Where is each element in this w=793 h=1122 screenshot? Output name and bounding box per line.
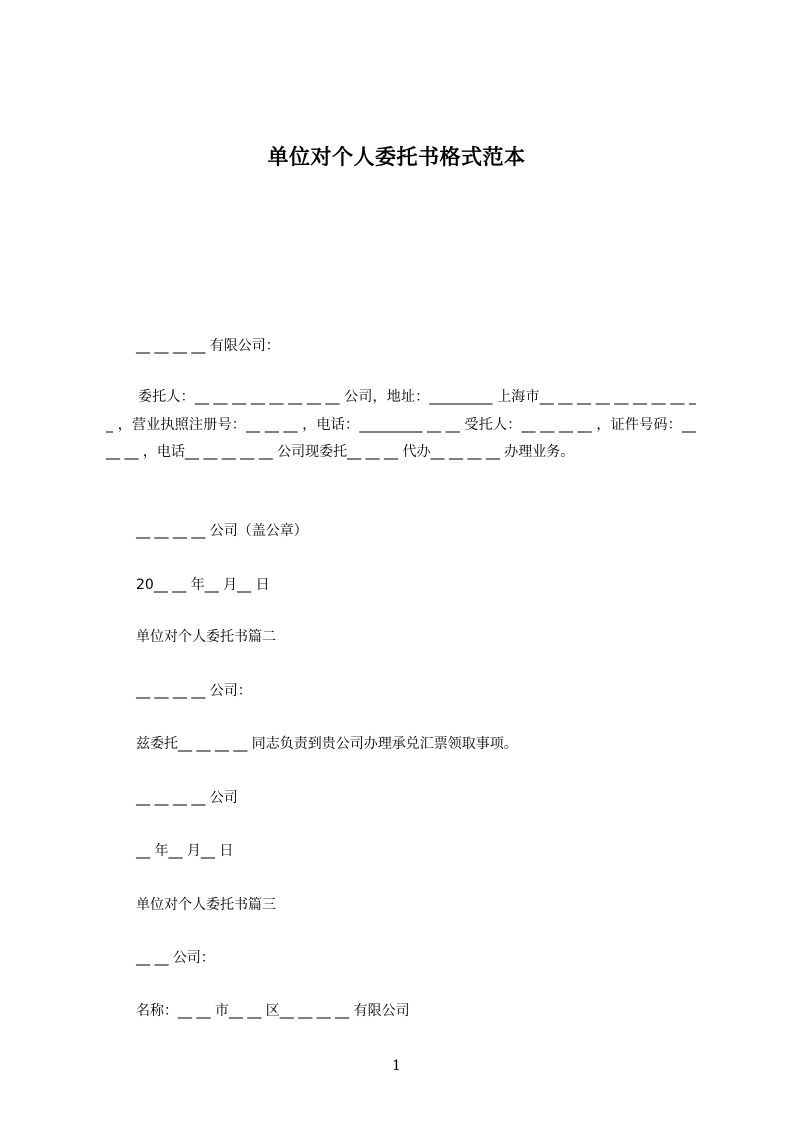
addressee-line-3: __ __ 公司： — [136, 950, 215, 966]
section-heading-3: 单位对个人委托书篇三 — [136, 897, 276, 913]
company-seal-line: __ __ __ __ 公司（盖公章） — [136, 523, 308, 539]
entrust-body-paragraph: 委托人：__ __ __ __ __ __ __ __ 公司，地址：_________ 上海市__ __ __ __ __ __ __ __ __ ，营业执照注册号：__ __ __ ，电话：_________ __ __ 受托人：__ __ __ __ ，证件号码：__ __ __ ，电话__ __ __ __ __ 公司现委托__ __ __ 代办__ __ __ __ 办理业务。 — [106, 389, 696, 460]
section-heading-2: 单位对个人委托书篇二 — [136, 629, 276, 645]
addressee-line: __ __ __ __ 有限公司： — [136, 338, 280, 354]
page-number: 1 — [392, 1058, 401, 1074]
document-title: 单位对个人委托书格式范本 — [267, 145, 526, 169]
company-name-line-3: 名称：__ __ 市__ __ 区__ __ __ __ 有限公司 — [136, 1003, 410, 1019]
date-line-2: __ 年__ 月__ 日 — [136, 843, 234, 859]
date-line: 20__ __ 年__ 月__ 日 — [136, 577, 270, 593]
company-line-2: __ __ __ __ 公司 — [136, 790, 238, 806]
entrust-body-2: 兹委托__ __ __ __ 同志负责到贵公司办理承兑汇票领取事项。 — [136, 736, 518, 752]
addressee-line-2: __ __ __ __ 公司： — [136, 683, 252, 699]
